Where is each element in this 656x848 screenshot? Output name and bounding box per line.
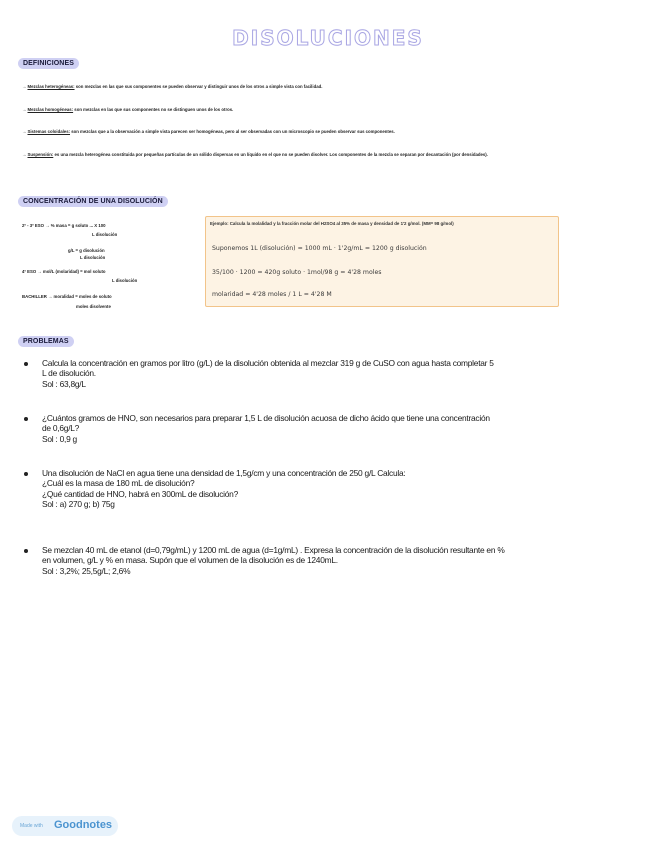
definition-text: son mezclas en las que sus componentes no se distinguen unos de los otros.	[73, 107, 234, 112]
level-sub: moles disolvente	[76, 304, 111, 309]
level-formula: mol/L (molaridad) = mol soluto	[42, 269, 106, 274]
example-heading: Ejemplo: Calcula la molalidad y la fracción molar del H2SO4 al 35% de masa y densidad de 1'2 g/mol. (MM= 98 g/mol)	[210, 221, 454, 226]
problem-line: L de disolución.	[42, 368, 96, 379]
definition-item: → Mezclas homogéneas: son mezclas en las que sus componentes no se distinguen unos de los otros.	[22, 107, 234, 112]
level-sub: L disolución	[92, 232, 118, 237]
problem-line: Una disolución de NaCl en agua tiene una densidad de 1,5g/cm y una concentración de 250 g/L Calcula:	[42, 468, 406, 478]
example-box	[205, 216, 559, 307]
level-row: 2º - 3º ESO → % masa = g soluto ... X 100	[22, 223, 106, 228]
page-title: DISOLUCIONES	[232, 26, 424, 50]
definition-term: Suspensión:	[27, 152, 54, 157]
level-formula: moralidad = moles de soluto	[53, 294, 112, 299]
problem-solution: Sol : a) 270 g; b) 75g	[42, 498, 115, 509]
problem-item	[42, 358, 642, 389]
level-formula: % masa = g soluto ... X 100	[50, 223, 106, 228]
example-line: molaridad = 4'28 moles / 1 L = 4'28 M	[212, 291, 332, 298]
problem-solution: Sol : 63,8g/L	[42, 378, 86, 389]
level-label: 2º - 3º ESO	[22, 223, 45, 228]
problem-item	[42, 468, 642, 509]
level-label: 4º ESO	[22, 269, 37, 274]
example-line: Suponemos 1L (disolución) = 1000 mL · 1'2g/mL = 1200 g disolución	[212, 245, 427, 252]
definition-text: es una mezcla heterogénea constituida por pequeñas partículas de un sólido dispersas en un líquido en el que no se pueden disolver. Los componentes de la mezcla se separan por decantación (por densidades).	[53, 152, 488, 157]
bullet-icon	[24, 472, 28, 476]
problem-line: ¿Qué cantidad de HNO, habrá en 300mL de disolución?	[42, 488, 238, 499]
definition-item: → Sistemas coloidales: son mezclas que a la observación a simple vista parecen ser homogéneas, pero al ser observadas con un microscopio se pueden observar sus componentes.	[22, 129, 395, 134]
badge-made-with: Made with	[20, 823, 43, 829]
definition-text: son mezclas en las que sus componentes se pueden observar y distinguir unos de los otros a simple vista con facilidad.	[74, 84, 323, 89]
problem-item	[42, 545, 642, 576]
problem-line: ¿Cuántos gramos de HNO, son necesarios para preparar 1,5 L de disolución acuosa de dicho ácido que tiene una concentración	[42, 413, 490, 423]
problem-line: Calcula la concentración en gramos por litro (g/L) de la disolución obtenida al mezclar 319 g de CuSO con agua hasta completar 5	[42, 358, 494, 368]
level-row: BACHILLER → moralidad = moles de soluto	[22, 294, 112, 299]
definition-term: Mezclas homogéneas:	[27, 107, 74, 112]
section-definiciones: DEFINICIONES	[18, 58, 79, 69]
level-sub: L disolución	[112, 278, 138, 283]
example-line: 35/100 · 1200 = 420g soluto · 1mol/98 g = 4'28 moles	[212, 269, 382, 276]
section-problemas: PROBLEMAS	[18, 336, 74, 347]
bullet-icon	[24, 362, 28, 366]
problem-solution: Sol : 3,2%; 25,5g/L; 2,6%	[42, 565, 131, 576]
bullet-icon	[24, 549, 28, 553]
definition-item: → Suspensión: es una mezcla heterogénea constituida por pequeñas partículas de un sólido dispersas en un líquido en el que no se pueden disolver. Los componentes de la mezcla se separan por decantación (por densidades).	[22, 152, 488, 157]
problem-line: Se mezclan 40 mL de etanol (d=0,79g/mL) y 1200 mL de agua (d=1g/mL) . Expresa la concentración de la disolución resultante en %	[42, 545, 505, 555]
section-concentracion: CONCENTRACIÓN DE UNA DISOLUCIÓN	[18, 196, 168, 207]
definition-term: Mezclas heterogéneas:	[27, 84, 75, 89]
problem-line: en volumen, g/L y % en masa. Supón que el volumen de la disolución es de 1240mL.	[42, 555, 338, 566]
problem-line: de 0,6g/L?	[42, 423, 80, 434]
level-label: BACHILLER	[22, 294, 47, 299]
badge-brand: Goodnotes	[54, 819, 113, 831]
problem-item	[42, 413, 642, 444]
problem-solution: Sol : 0,9 g	[42, 433, 77, 444]
bullet-icon	[24, 417, 28, 421]
level-row: 4º ESO → mol/L (molaridad) = mol soluto	[22, 269, 106, 274]
level-formula: g/L = g disolución	[68, 248, 105, 253]
definition-item: → Mezclas heterogéneas: son mezclas en las que sus componentes se pueden observar y distinguir unos de los otros a simple vista con facilidad.	[22, 84, 323, 89]
problem-line: ¿Cuál es la masa de 180 mL de disolución?	[42, 478, 195, 489]
definition-text: son mezclas que a la observación a simple vista parecen ser homogéneas, pero al ser observadas con un microscopio se pueden observar sus componentes.	[70, 129, 395, 134]
level-sub: L disolución	[80, 255, 106, 260]
definition-term: Sistemas coloidales:	[27, 129, 71, 134]
made-with-badge[interactable]	[12, 816, 118, 836]
